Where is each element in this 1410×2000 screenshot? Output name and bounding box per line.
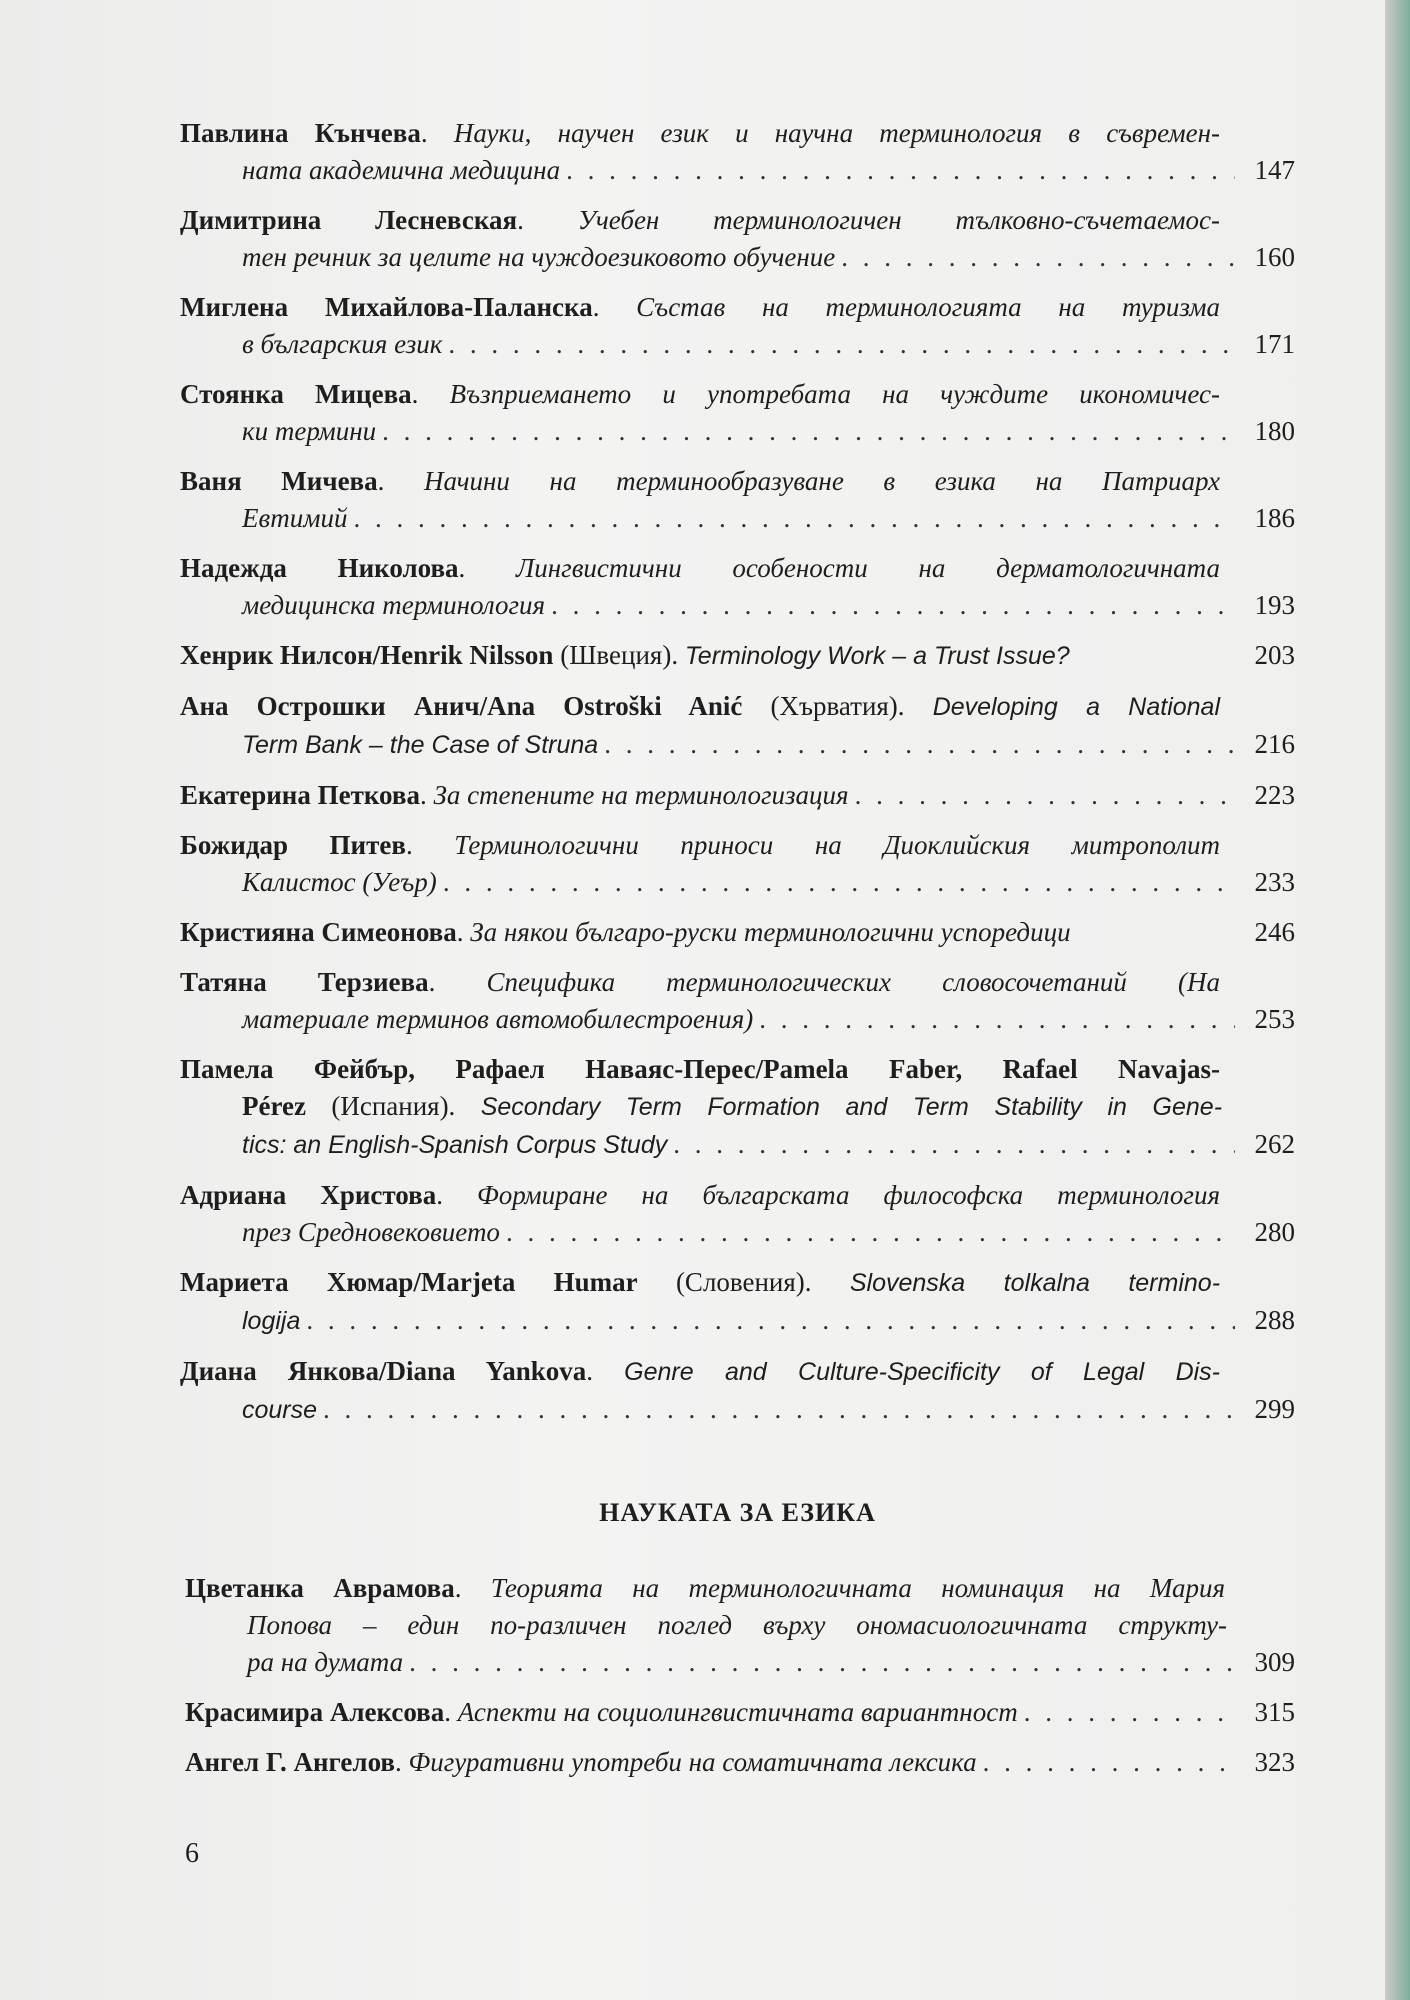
entry-page: 180 xyxy=(1254,416,1295,446)
entry-title: За някои българо-руски терминологични успоредици xyxy=(470,917,1071,947)
entry-title-cont: материале терминов автомобилестроения) xyxy=(242,1004,754,1034)
leader-dots xyxy=(409,1644,1235,1681)
entry-author-cont: Pérez xyxy=(242,1091,306,1121)
entry-author: Миглена Михайлова-Паланска xyxy=(180,292,593,322)
toc-entry: Божидар Питев. Терминологични приноси на Диоклийския митрополит Калистос (Уеър) . . . 233 xyxy=(180,827,1295,901)
entry-page: 233 xyxy=(1254,867,1295,897)
entry-page: 262 xyxy=(1254,1129,1295,1159)
toc-entry: Миглена Михайлова-Паланска. Състав на терминологията на туризма в българския език . . . 171 xyxy=(180,289,1295,363)
entry-title: Фигуративни употреби на соматичната лексика xyxy=(408,1747,977,1777)
leader-dots xyxy=(604,726,1235,763)
entry-title: Специфика терминологических словосочетаний (На xyxy=(486,967,1220,997)
entry-author: Кристияна Симеонова xyxy=(180,917,457,947)
entry-page: 323 xyxy=(1254,1747,1295,1777)
toc-entry xyxy=(180,637,1295,675)
entry-title-cont: Евтимий xyxy=(242,503,348,533)
toc-entry: Красимира Алексова. Аспекти на социолингвистичната вариантност . . . 315 xyxy=(185,1694,1295,1731)
entry-page: 171 xyxy=(1254,329,1295,359)
leader-dots xyxy=(382,413,1235,450)
entry-page: 203 xyxy=(1254,640,1295,670)
entry-page: 160 xyxy=(1254,242,1295,272)
entry-title: Състав на терминологията на туризма xyxy=(636,292,1221,322)
entry-country: (Хърватия). xyxy=(770,691,905,721)
entry-title-cont: тен речник за целите на чуждоезиковото обучение xyxy=(242,242,836,272)
entry-title: Формиране на българската философска терминология xyxy=(477,1180,1220,1210)
toc-entry: Цветанка Аврамова. Теорията на терминологичната номинация на Мария Попова – един по-различен поглед върху ономасиологичната структу- ра на думата . . . 309 xyxy=(185,1570,1295,1681)
entry-page: 280 xyxy=(1254,1217,1295,1247)
entry-page: 193 xyxy=(1254,590,1295,620)
entry-page: 253 xyxy=(1254,1004,1295,1034)
entry-title: Лингвистични особености на дерматологичната xyxy=(516,553,1221,583)
entry-title-cont: Term Bank – the Case of Struna xyxy=(242,731,599,759)
toc-entry: Кристияна Симеонова. За някои българо-руски терминологични успоредици 246 xyxy=(180,914,1295,951)
entry-title-cont: ки термини xyxy=(242,416,377,446)
entry-title: Възприемането и употребата на чуждите икономичес- xyxy=(449,379,1220,409)
toc-entry: Диана Янкова/Diana Yankova. Genre and Culture-Specificity of Legal Dis- course . . . 299 xyxy=(180,1353,1295,1429)
entry-title: Developing a National xyxy=(932,693,1221,721)
entry-page: 223 xyxy=(1254,780,1295,810)
entry-country: (Швеция). xyxy=(560,640,679,670)
toc-entry: Адриана Христова. Формиране на българската философска терминология през Средновековието . . . 280 xyxy=(180,1177,1295,1251)
entry-page: 186 xyxy=(1254,503,1295,533)
entry-page: 147 xyxy=(1254,155,1295,185)
toc-entry: Надежда Николова. Лингвистични особености на дерматологичната медицинска терминология . . . 193 xyxy=(180,550,1295,624)
leader-dots xyxy=(353,500,1235,537)
entry-title-cont: ната академична медицина xyxy=(242,155,561,185)
entry-author: Ваня Мичева xyxy=(180,466,378,496)
section-heading: НАУКАТА ЗА ЕЗИКА xyxy=(599,1498,876,1527)
toc-entry: Ангел Г. Ангелов. Фигуративни употреби на соматичната лексика . . . 323 xyxy=(185,1744,1295,1781)
leader-dots xyxy=(566,152,1235,189)
entry-title-cont: през Средновековието xyxy=(242,1217,500,1247)
entry-author: Божидар Питев xyxy=(180,830,406,860)
entry-page: 299 xyxy=(1254,1394,1295,1424)
entry-title: Terminology Work – a Trust Issue? xyxy=(684,642,1070,670)
entry-title: Науки, научен език и научна терминология в съвремен- xyxy=(453,118,1220,148)
entry-author: Павлина Кънчева xyxy=(180,118,421,148)
entry-page: 216 xyxy=(1254,729,1295,759)
entry-title: Начини на терминообразуване в езика на Патриарх xyxy=(424,466,1220,496)
entry-title-cont: Калистос (Уеър) xyxy=(242,867,437,897)
leader-dots xyxy=(1024,1694,1235,1731)
entry-author: Екатерина Петкова xyxy=(180,780,420,810)
toc-entry xyxy=(180,1264,1295,1340)
entry-author: Адриана Христова xyxy=(180,1180,437,1210)
table-of-contents xyxy=(180,115,1295,1442)
entry-author: Красимира Алексова xyxy=(185,1697,445,1727)
toc-entry: Павлина Кънчева. Науки, научен език и научна терминология в съвремен- ната академична медицина . . . 147 xyxy=(180,115,1295,189)
leader-dots xyxy=(306,1302,1235,1339)
toc-entry: Димитрина Лесневская. Учебен терминологичен тълковно-съчетаемос- тен речник за целите на чуждоезиковото обучение . . . 160 xyxy=(180,202,1295,276)
leader-dots xyxy=(673,1126,1235,1163)
entry-author: Цветанка Аврамова xyxy=(185,1573,455,1603)
entry-author: Надежда Николова xyxy=(180,553,459,583)
entry-title-cont: Попова – един по-различен поглед върху ономасиологичната структу- xyxy=(247,1610,1227,1640)
page-number: 6 xyxy=(185,1838,199,1869)
leader-dots xyxy=(506,1214,1235,1251)
toc-entry: Ваня Мичева. Начини на терминообразуване в езика на Патриарх Евтимий . . . 186 xyxy=(180,463,1295,537)
entry-title: Учебен терминологичен тълковно-съчетаемос- xyxy=(577,205,1220,235)
entry-title-cont: course xyxy=(242,1396,318,1424)
entry-author: Памела Фейбър, Рафаел Наваяс-Перес/Pamela Faber, Rafael Navajas- xyxy=(180,1054,1220,1084)
section-contents xyxy=(185,1570,1295,1794)
entry-author: Стоянка Мицева xyxy=(180,379,412,409)
entry-page: 246 xyxy=(1254,917,1295,947)
entry-title: Slovenska tolkalna termino- xyxy=(849,1269,1221,1297)
leader-dots xyxy=(551,587,1235,624)
entry-title: Теорията на терминологичната номинация на Мария xyxy=(490,1573,1226,1603)
toc-entry xyxy=(180,688,1295,764)
leader-dots xyxy=(983,1744,1235,1781)
entry-author: Диана Янкова/Diana Yankova xyxy=(180,1356,587,1386)
entry-title-cont: tics: an English-Spanish Corpus Study xyxy=(242,1131,668,1159)
entry-title-cont: медицинска терминология xyxy=(242,590,546,620)
entry-author: Ана Острошки Анич/Ana Ostroški Anić xyxy=(180,691,743,721)
entry-author: Хенрик Нилсон/Henrik Nilsson xyxy=(180,640,554,670)
entry-author: Мариета Хюмар/Marjeta Humar xyxy=(180,1267,638,1297)
entry-author: Димитрина Лесневская xyxy=(180,205,518,235)
leader-dots xyxy=(448,326,1235,363)
leader-dots xyxy=(443,864,1235,901)
leader-dots xyxy=(759,1001,1235,1038)
toc-entry: Татяна Терзиева. Специфика терминологических словосочетаний (На материале терминов автомобилестроения) . . . 253 xyxy=(180,964,1295,1038)
entry-title: Genre and Culture-Specificity of Legal Dis- xyxy=(624,1358,1220,1386)
entry-title-cont: ра на думата xyxy=(247,1647,404,1677)
toc-entry: Стоянка Мицева. Възприемането и употребата на чуждите икономичес- ки термини . . . 180 xyxy=(180,376,1295,450)
entry-page: 309 xyxy=(1254,1647,1295,1677)
book-cover-edge xyxy=(1385,0,1410,2000)
entry-title: За степените на терминологизация xyxy=(433,780,849,810)
entry-title: Терминологични приноси на Диоклийския митрополит xyxy=(454,830,1221,860)
entry-title: Secondary Term Formation and Term Stability in Gene- xyxy=(480,1093,1223,1121)
entry-page: 315 xyxy=(1254,1697,1295,1727)
entry-page: 288 xyxy=(1254,1305,1295,1335)
entry-title: Аспекти на социолингвистичната вариантност xyxy=(457,1697,1018,1727)
entry-title-cont: в българския език xyxy=(242,329,443,359)
toc-entry: Екатерина Петкова. За степените на терминологизация . . . 223 xyxy=(180,777,1295,814)
entry-author: Ангел Г. Ангелов xyxy=(185,1747,395,1777)
leader-dots xyxy=(841,239,1235,276)
entry-author: Татяна Терзиева xyxy=(180,967,429,997)
leader-dots xyxy=(323,1391,1235,1428)
entry-country: (Словения). xyxy=(675,1267,812,1297)
leader-dots xyxy=(855,777,1235,814)
toc-entry xyxy=(180,1051,1295,1164)
entry-title-cont: logija xyxy=(242,1307,301,1335)
entry-country: (Испания). xyxy=(331,1091,456,1121)
